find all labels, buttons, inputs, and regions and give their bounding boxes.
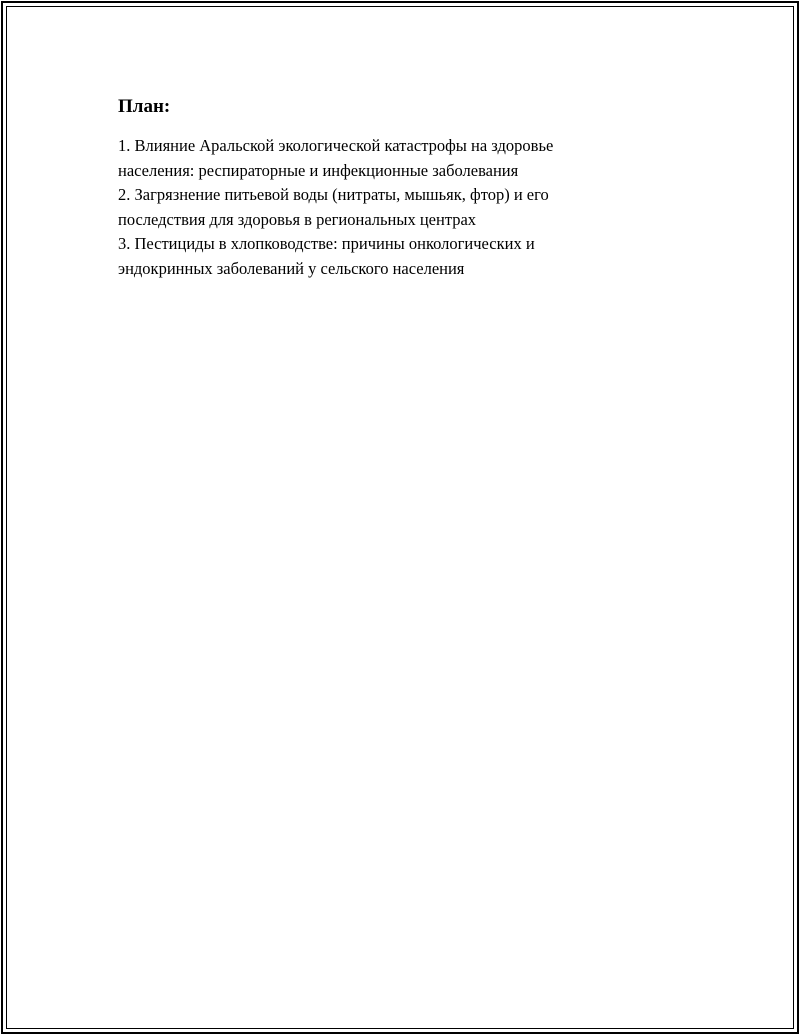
plan-item-3-line-1: 3. Пестициды в хлопководстве: причины онкологических и (118, 234, 535, 253)
plan-item-2-line-2: последствия для здоровья в региональных центрах (118, 209, 477, 229)
plan-item-1-line-1: 1. Влияние Аральской экологической катастрофы на здоровье (118, 136, 554, 155)
plan-item-2-line-1: 2. Загрязнение питьевой воды (нитраты, мышьяк, фтор) и его (118, 185, 549, 204)
document-content (118, 96, 678, 281)
plan-item-1 (118, 134, 678, 183)
plan-item-1-line-2: населения: респираторные и инфекционные заболевания (118, 160, 519, 180)
plan-title: План: (118, 96, 171, 117)
plan-item-3-line-2: эндокринных заболеваний у сельского населения (118, 258, 465, 278)
plan-item-2 (118, 183, 678, 232)
plan-item-3 (118, 232, 678, 281)
plan-list (118, 134, 678, 281)
